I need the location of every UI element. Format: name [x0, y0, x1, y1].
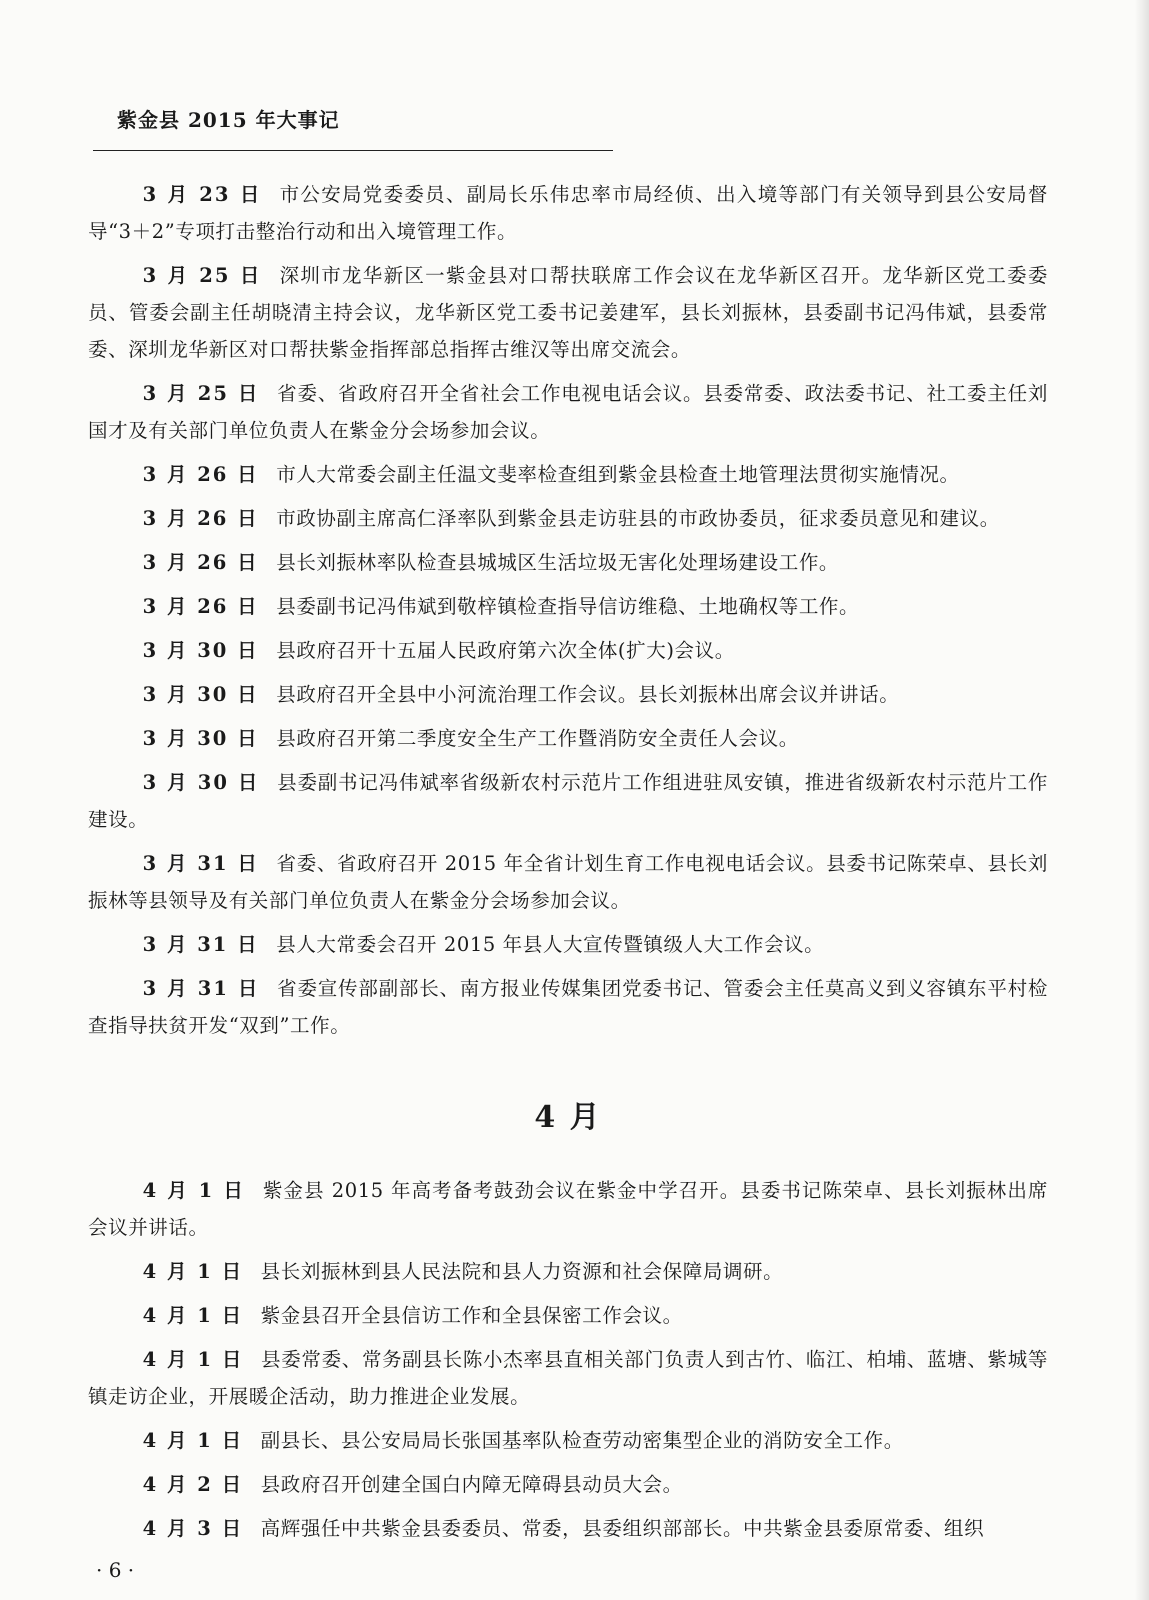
entry-date: 4 月 3 日 [142, 1517, 244, 1540]
chronicle-entry [88, 970, 1048, 1044]
chronicle-entry [88, 1253, 1048, 1290]
entry-date: 4 月 1 日 [142, 1348, 244, 1371]
chronicle-entry [88, 375, 1048, 449]
entry-text: 高辉强任中共紫金县委委员、常委，县委组织部部长。中共紫金县委原常委、组织 [260, 1517, 985, 1540]
entry-date: 4 月 1 日 [142, 1304, 244, 1327]
entry-text: 县委常委、常务副县长陈小杰率县直相关部门负责人到古竹、临江、柏埔、蓝塘、紫城等镇走访企业，开展暖企活动，助力推进企业发展。 [88, 1348, 1048, 1408]
entry-text: 县长刘振林到县人民法院和县人力资源和社会保障局调研。 [260, 1260, 784, 1283]
chronicle-entry [88, 720, 1048, 757]
chronicle-entry [88, 1172, 1048, 1246]
chronicle-entry [88, 764, 1048, 838]
chronicle-entry [88, 845, 1048, 919]
entry-date: 3 月 30 日 [142, 727, 259, 750]
entry-date: 4 月 1 日 [142, 1179, 246, 1202]
entry-text: 县委副书记冯伟斌到敬梓镇检查指导信访维稳、土地确权等工作。 [276, 595, 860, 618]
entry-date: 3 月 26 日 [142, 595, 259, 618]
entry-text: 副县长、县公安局局长张国基率队检查劳动密集型企业的消防安全工作。 [260, 1429, 904, 1452]
entry-date: 3 月 23 日 [142, 183, 263, 206]
entry-text: 市人大常委会副主任温文斐率检查组到紫金县检查土地管理法贯彻实施情况。 [276, 463, 960, 486]
page-content [88, 176, 1048, 1554]
entry-text: 县政府召开第二季度安全生产工作暨消防安全责任人会议。 [276, 727, 799, 750]
entry-text: 市政协副主席高仁泽率队到紫金县走访驻县的市政协委员，征求委员意见和建议。 [276, 507, 1000, 530]
entry-date: 3 月 26 日 [142, 551, 259, 574]
chronicle-entry [88, 1297, 1048, 1334]
page-number: · 6 · [96, 1558, 135, 1582]
entry-text: 深圳市龙华新区一紫金县对口帮扶联席工作会议在龙华新区召开。龙华新区党工委委员、管委会副主任胡晓清主持会议，龙华新区党工委书记姜建军，县长刘振林，县委副书记冯伟斌，县委常委、深圳龙华新区对口帮扶紫金指挥部总指挥古维汉等出席交流会。 [88, 264, 1048, 361]
entry-text: 紫金县 2015 年高考备考鼓劲会议在紫金中学召开。县委书记陈荣卓、县长刘振林出席会议并讲话。 [88, 1179, 1048, 1239]
chronicle-entry [88, 1510, 1048, 1547]
entry-date: 4 月 2 日 [142, 1473, 244, 1496]
month-section-title: 4 月 [534, 1100, 602, 1135]
entry-text: 县政府召开十五届人民政府第六次全体(扩大)会议。 [276, 639, 735, 662]
chronicle-entry [88, 176, 1048, 250]
chronicle-entry [88, 1466, 1048, 1503]
entry-text: 县长刘振林率队检查县城城区生活垃圾无害化处理场建设工作。 [276, 551, 840, 574]
running-header-title: 紫金县 2015 年大事记 [117, 108, 340, 132]
entry-date: 4 月 1 日 [142, 1260, 244, 1283]
entry-text: 省委、省政府召开 2015 年全省计划生育工作电视电话会议。县委书记陈荣卓、县长刘振林等县领导及有关部门单位负责人在紫金分会场参加会议。 [88, 852, 1049, 912]
chronicle-entry [88, 500, 1048, 537]
entry-date: 3 月 25 日 [142, 382, 260, 405]
entry-text: 县委副书记冯伟斌率省级新农村示范片工作组进驻凤安镇，推进省级新农村示范片工作建设。 [88, 771, 1048, 831]
entry-date: 3 月 31 日 [142, 977, 260, 1000]
entry-text: 市公安局党委委员、副局长乐伟忠率市局经侦、出入境等部门有关领导到县公安局督导“3＋2”专项打击整治行动和出入境管理工作。 [88, 183, 1048, 243]
entry-text: 紫金县召开全县信访工作和全县保密工作会议。 [260, 1304, 683, 1327]
header-rule [93, 150, 613, 151]
entry-date: 3 月 25 日 [142, 264, 263, 287]
chronicle-entry [88, 456, 1048, 493]
entry-date: 3 月 31 日 [142, 852, 259, 875]
entry-date: 3 月 30 日 [142, 771, 260, 794]
entry-text: 县人大常委会召开 2015 年县人大宣传暨镇级人大工作会议。 [276, 933, 825, 956]
chronicle-entry [88, 588, 1048, 625]
entry-date: 3 月 31 日 [142, 933, 259, 956]
entry-date: 4 月 1 日 [142, 1429, 244, 1452]
chronicle-entry [88, 632, 1048, 669]
entry-text: 县政府召开创建全国白内障无障碍县动员大会。 [260, 1473, 683, 1496]
entry-date: 3 月 30 日 [142, 639, 259, 662]
chronicle-entry [88, 676, 1048, 713]
chronicle-entry [88, 1341, 1048, 1415]
page-edge-shadow [1135, 0, 1149, 1600]
entry-text: 县政府召开全县中小河流治理工作会议。县长刘振林出席会议并讲话。 [276, 683, 900, 706]
entry-date: 3 月 26 日 [142, 507, 259, 530]
entry-date: 3 月 30 日 [142, 683, 259, 706]
chronicle-entry [88, 1422, 1048, 1459]
entry-text: 省委宣传部副部长、南方报业传媒集团党委书记、管委会主任莫高义到义容镇东平村检查指导扶贫开发“双到”工作。 [88, 977, 1048, 1037]
chronicle-entry [88, 257, 1048, 368]
chronicle-entry [88, 544, 1048, 581]
chronicle-entry [88, 926, 1048, 963]
entry-text: 省委、省政府召开全省社会工作电视电话会议。县委常委、政法委书记、社工委主任刘国才及有关部门单位负责人在紫金分会场参加会议。 [88, 382, 1048, 442]
entry-date: 3 月 26 日 [142, 463, 259, 486]
